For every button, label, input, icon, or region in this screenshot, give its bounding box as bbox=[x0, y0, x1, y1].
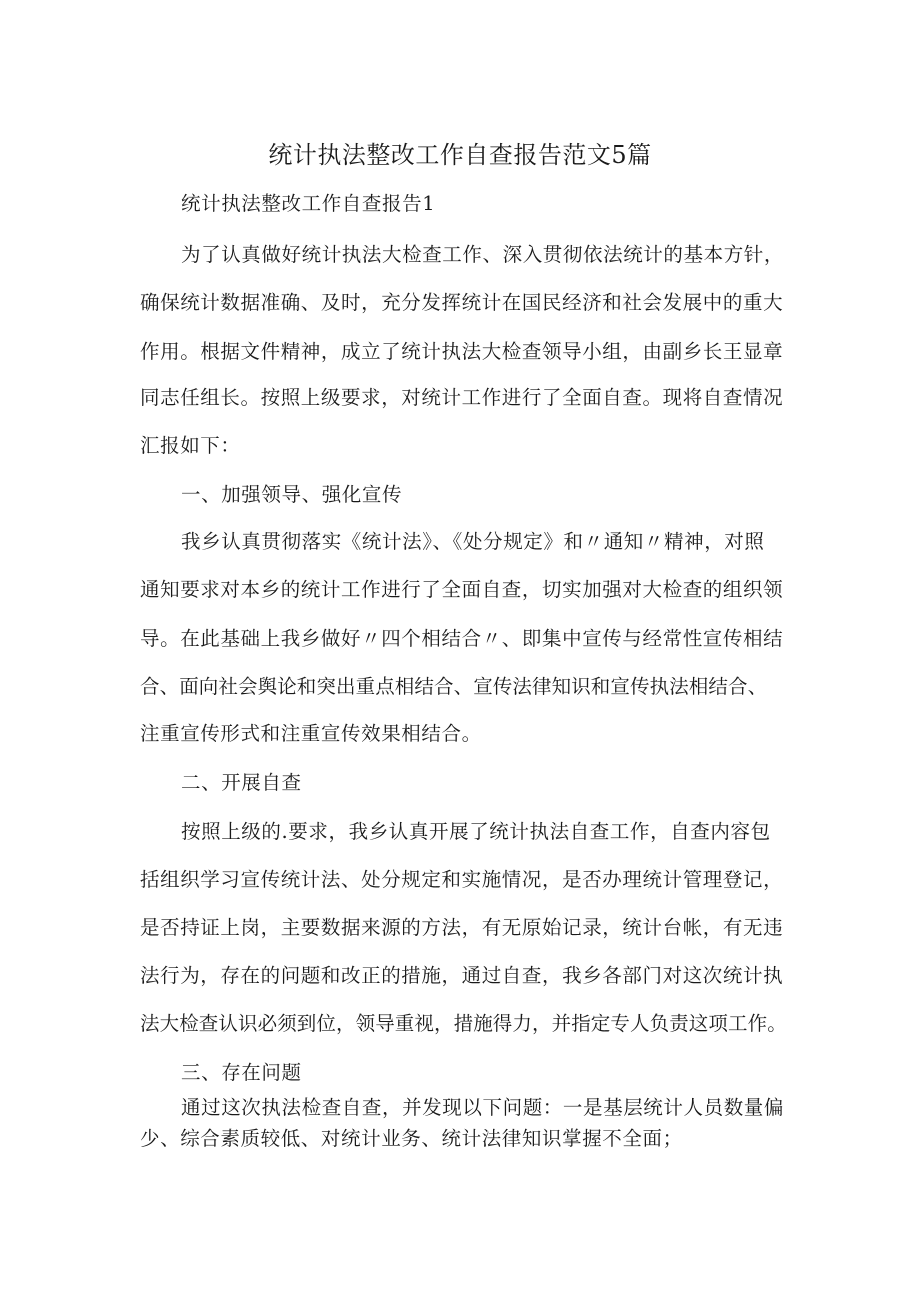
text-line: 法行为，存在的问题和改正的措施，通过自查，我乡各部门对这次统计执 bbox=[140, 964, 784, 987]
text-line: 少、综合素质较低、对统计业务、统计法律知识掌握不全面； bbox=[140, 1127, 683, 1150]
text-line: 通知要求对本乡的统计工作进行了全面自查，切实加强对大检查的组织领 bbox=[140, 578, 784, 601]
section-heading-1: 一、加强领导、强化宣传 bbox=[181, 483, 403, 506]
text-line: 同志任组长。按照上级要求，对统计工作进行了全面自查。现将自查情况 bbox=[140, 386, 784, 409]
text-line: 合、面向社会舆论和突出重点相结合、宣传法律知识和宣传执法相结合、 bbox=[140, 675, 768, 698]
text-line: 按照上级的.要求，我乡认真开展了统计执法自查工作，自查内容包 bbox=[181, 820, 771, 843]
text-line: 汇报如下： bbox=[140, 434, 241, 457]
document-title: 统计执法整改工作自查报告范文5篇 bbox=[268, 141, 652, 169]
text-line: 注重宣传形式和注重宣传效果相结合。 bbox=[140, 722, 482, 745]
text-line: 为了认真做好统计执法大检查工作、深入贯彻依法统计的基本方针， bbox=[181, 243, 785, 266]
section-heading-2: 二、开展自查 bbox=[181, 771, 302, 794]
text-line: 括组织学习宣传统计法、处分规定和实施情况，是否办理统计管理登记， bbox=[140, 868, 784, 891]
text-line: 是否持证上岗，主要数据来源的方法，有无原始记录，统计台帐，有无违 bbox=[140, 916, 784, 939]
text-line: 我乡认真贯彻落实《统计法》、《处分规定》和〃通知〃精神，对照 bbox=[181, 530, 765, 553]
text-line: 通过这次执法检查自查，并发现以下问题：一是基层统计人员数量偏 bbox=[181, 1096, 785, 1119]
text-line: 确保统计数据准确、及时，充分发挥统计在国民经济和社会发展中的重大 bbox=[140, 291, 784, 314]
section-heading-3: 三、存在问题 bbox=[181, 1061, 302, 1084]
report-subtitle: 统计执法整改工作自查报告1 bbox=[181, 192, 436, 215]
text-line: 法大检查认识必须到位，领导重视，措施得力，并指定专人负责这项工作。 bbox=[140, 1012, 787, 1035]
text-line: 导。在此基础上我乡做好〃四个相结合〃、即集中宣传与经常性宣传相结 bbox=[140, 627, 784, 650]
text-line: 作用。根据文件精神，成立了统计执法大检查领导小组，由副乡长王显章 bbox=[140, 340, 784, 363]
